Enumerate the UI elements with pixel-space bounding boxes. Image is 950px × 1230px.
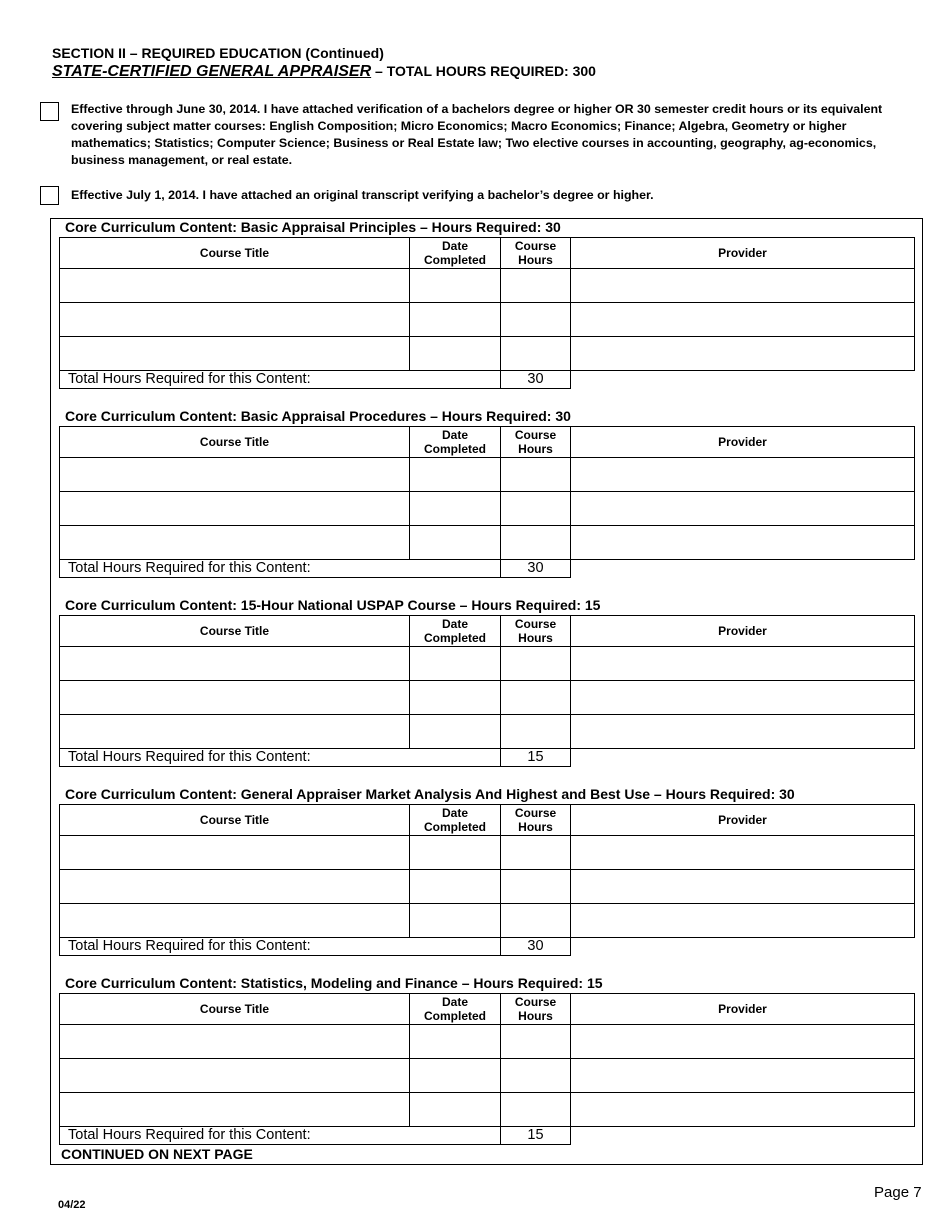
course-hours-header: Course Hours — [501, 805, 571, 836]
total-row — [60, 1127, 915, 1145]
section-title: Core Curriculum Content: 15-Hour National USPAP Course – Hours Required: 15 — [65, 597, 601, 613]
date-completed-cell[interactable] — [410, 904, 501, 938]
course-hours-cell[interactable] — [501, 1025, 571, 1059]
course-hours-cell[interactable] — [501, 526, 571, 560]
provider-cell[interactable] — [571, 870, 915, 904]
course-title-cell[interactable] — [60, 526, 410, 560]
provider-cell[interactable] — [571, 1059, 915, 1093]
course-title-header: Course Title — [60, 616, 410, 647]
total-spacer — [571, 371, 915, 389]
section-heading: SECTION II – REQUIRED EDUCATION (Continued) — [52, 45, 384, 61]
course-hours-cell[interactable] — [501, 681, 571, 715]
total-row — [60, 749, 915, 767]
total-hours-value: 15 — [501, 749, 571, 767]
course-hours-cell[interactable] — [501, 647, 571, 681]
date-completed-cell[interactable] — [410, 1025, 501, 1059]
date-completed-cell[interactable] — [410, 836, 501, 870]
total-label: Total Hours Required for this Content: — [60, 749, 501, 767]
date-completed-header: Date Completed — [410, 994, 501, 1025]
course-title-cell[interactable] — [60, 269, 410, 303]
header-row — [60, 994, 915, 1025]
header-row — [60, 805, 915, 836]
provider-cell[interactable] — [571, 303, 915, 337]
course-hours-cell[interactable] — [501, 492, 571, 526]
course-title-cell[interactable] — [60, 836, 410, 870]
course-row — [60, 715, 915, 749]
course-title-cell[interactable] — [60, 458, 410, 492]
course-hours-cell[interactable] — [501, 269, 571, 303]
date-completed-cell[interactable] — [410, 681, 501, 715]
course-hours-cell[interactable] — [501, 303, 571, 337]
total-label: Total Hours Required for this Content: — [60, 560, 501, 578]
date-completed-cell[interactable] — [410, 647, 501, 681]
course-hours-header: Course Hours — [501, 427, 571, 458]
date-completed-cell[interactable] — [410, 458, 501, 492]
course-row — [60, 303, 915, 337]
total-spacer — [571, 560, 915, 578]
provider-cell[interactable] — [571, 1025, 915, 1059]
course-title-cell[interactable] — [60, 715, 410, 749]
provider-cell[interactable] — [571, 458, 915, 492]
date-completed-header: Date Completed — [410, 805, 501, 836]
date-completed-header: Date Completed — [410, 427, 501, 458]
course-title-header: Course Title — [60, 994, 410, 1025]
total-spacer — [571, 1127, 915, 1145]
provider-header: Provider — [571, 805, 915, 836]
provider-cell[interactable] — [571, 904, 915, 938]
provider-cell[interactable] — [571, 337, 915, 371]
course-table — [59, 993, 915, 1145]
provider-cell[interactable] — [571, 647, 915, 681]
provider-cell[interactable] — [571, 526, 915, 560]
provider-cell[interactable] — [571, 681, 915, 715]
total-label: Total Hours Required for this Content: — [60, 371, 501, 389]
course-row — [60, 458, 915, 492]
date-completed-cell[interactable] — [410, 337, 501, 371]
course-title-cell[interactable] — [60, 647, 410, 681]
course-hours-header: Course Hours — [501, 994, 571, 1025]
total-hours-required: – TOTAL HOURS REQUIRED: 300 — [371, 63, 596, 79]
option-1-checkbox[interactable] — [40, 102, 59, 121]
total-label: Total Hours Required for this Content: — [60, 1127, 501, 1145]
course-row — [60, 492, 915, 526]
course-row — [60, 269, 915, 303]
date-completed-header: Date Completed — [410, 616, 501, 647]
course-title-header: Course Title — [60, 427, 410, 458]
course-title-cell[interactable] — [60, 1093, 410, 1127]
revision-date: 04/22 — [58, 1199, 86, 1211]
course-table — [59, 426, 915, 578]
date-completed-cell[interactable] — [410, 715, 501, 749]
section-title: Core Curriculum Content: Basic Appraisal Principles – Hours Required: 30 — [65, 219, 561, 235]
course-hours-cell[interactable] — [501, 458, 571, 492]
course-title-cell[interactable] — [60, 904, 410, 938]
continued-note: CONTINUED ON NEXT PAGE — [61, 1146, 253, 1162]
provider-cell[interactable] — [571, 269, 915, 303]
date-completed-cell[interactable] — [410, 526, 501, 560]
course-title-cell[interactable] — [60, 870, 410, 904]
course-row — [60, 904, 915, 938]
section-title: Core Curriculum Content: General Appraiser Market Analysis And Highest and Best Use – Hours Required: 30 — [65, 786, 795, 802]
course-row — [60, 1059, 915, 1093]
total-hours-value: 30 — [501, 560, 571, 578]
course-title-cell[interactable] — [60, 337, 410, 371]
course-row — [60, 681, 915, 715]
course-row — [60, 647, 915, 681]
section-title: Core Curriculum Content: Basic Appraisal Procedures – Hours Required: 30 — [65, 408, 571, 424]
course-hours-cell[interactable] — [501, 836, 571, 870]
date-completed-cell[interactable] — [410, 870, 501, 904]
date-completed-header: Date Completed — [410, 238, 501, 269]
course-title-cell[interactable] — [60, 681, 410, 715]
provider-header: Provider — [571, 238, 915, 269]
course-title-header: Course Title — [60, 238, 410, 269]
course-table — [59, 237, 915, 389]
course-title-header: Course Title — [60, 805, 410, 836]
course-table — [59, 615, 915, 767]
course-hours-header: Course Hours — [501, 616, 571, 647]
course-row — [60, 836, 915, 870]
option-1-text: Effective through June 30, 2014. I have attached verification of a bachelors degree or higher OR 30 semester credit hours or its equivalent covering subject matter courses: English Composition; Micro Economics; Macro Economics; Finance; Algebra, Geometry or higher mathematics; Statistics; Computer Science; Business or Real Estate law; Two elective courses in accounting, geography, ag-economics, business management, or real estate. — [71, 102, 883, 167]
option-2-text: Effective July 1, 2014. I have attached an original transcript verifying a bachelor’s degree or higher. — [71, 188, 654, 202]
course-title-cell[interactable] — [60, 303, 410, 337]
page-number: Page 7 — [874, 1184, 922, 1201]
provider-header: Provider — [571, 616, 915, 647]
header-row — [60, 238, 915, 269]
total-label: Total Hours Required for this Content: — [60, 938, 501, 956]
requirement-heading — [52, 63, 596, 81]
course-row — [60, 526, 915, 560]
provider-cell[interactable] — [571, 1093, 915, 1127]
date-completed-cell[interactable] — [410, 492, 501, 526]
course-row — [60, 870, 915, 904]
course-table — [59, 804, 915, 956]
course-hours-cell[interactable] — [501, 1093, 571, 1127]
total-hours-value: 30 — [501, 938, 571, 956]
date-completed-cell[interactable] — [410, 1093, 501, 1127]
course-hours-cell[interactable] — [501, 337, 571, 371]
course-title-cell[interactable] — [60, 492, 410, 526]
provider-cell[interactable] — [571, 836, 915, 870]
course-title-cell[interactable] — [60, 1059, 410, 1093]
total-row — [60, 560, 915, 578]
section-title: Core Curriculum Content: Statistics, Modeling and Finance – Hours Required: 15 — [65, 975, 603, 991]
course-hours-cell[interactable] — [501, 870, 571, 904]
total-hours-value: 30 — [501, 371, 571, 389]
date-completed-cell[interactable] — [410, 1059, 501, 1093]
provider-header: Provider — [571, 427, 915, 458]
course-hours-cell[interactable] — [501, 904, 571, 938]
header-row — [60, 616, 915, 647]
provider-cell[interactable] — [571, 492, 915, 526]
total-spacer — [571, 749, 915, 767]
provider-header: Provider — [571, 994, 915, 1025]
total-hours-value: 15 — [501, 1127, 571, 1145]
date-completed-cell[interactable] — [410, 303, 501, 337]
course-row — [60, 1025, 915, 1059]
date-completed-cell[interactable] — [410, 269, 501, 303]
course-row — [60, 337, 915, 371]
course-hours-cell[interactable] — [501, 1059, 571, 1093]
total-row — [60, 938, 915, 956]
option-2-checkbox[interactable] — [40, 186, 59, 205]
course-row — [60, 1093, 915, 1127]
total-row — [60, 371, 915, 389]
license-type: STATE-CERTIFIED GENERAL APPRAISER — [52, 63, 372, 80]
course-hours-cell[interactable] — [501, 715, 571, 749]
course-title-cell[interactable] — [60, 1025, 410, 1059]
provider-cell[interactable] — [571, 715, 915, 749]
header-row — [60, 427, 915, 458]
course-hours-header: Course Hours — [501, 238, 571, 269]
total-spacer — [571, 938, 915, 956]
